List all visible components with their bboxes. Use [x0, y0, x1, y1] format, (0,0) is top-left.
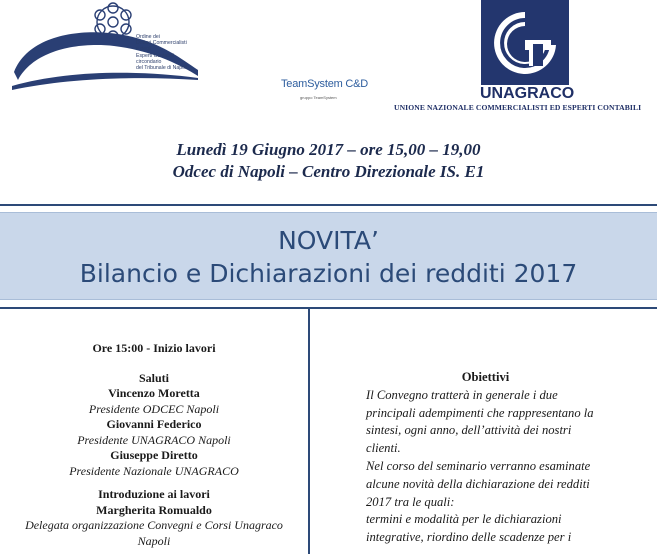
event-place: Odcec di Napoli – Centro Direzionale IS. E1 — [172, 162, 485, 181]
objectives-column — [366, 369, 641, 547]
objectives-line: 2017 tra le quali: — [366, 494, 455, 509]
odcec-line: circondario — [136, 58, 162, 65]
objectives-line: integrative, riordino delle scadenze per i — [366, 530, 572, 545]
teamsystem-sub: gruppo TeamSystem — [300, 95, 337, 100]
banner-subtitle: Bilancio e Dichiarazioni dei redditi 2017 — [79, 259, 578, 288]
objectives-line: clienti. — [366, 441, 401, 456]
event-date: Lunedì 19 Giugno 2017 – ore 15,00 – 19,00 — [176, 140, 481, 159]
odcec-line: del Tribunale di Napoli — [136, 65, 188, 72]
objectives-line: termini e modalità per le dichiarazioni — [366, 512, 562, 527]
speaker-role: Presidente ODCEC Napoli — [88, 401, 220, 416]
objectives-line: principali adempimenti che rappresentano la — [366, 405, 594, 420]
speaker-role: Presidente Nazionale UNAGRACO — [69, 463, 239, 478]
speaker-role: Delegata organizzazione Convegni e Corsi Unagraco — [25, 518, 283, 532]
odcec-logo — [8, 0, 198, 92]
unagraco-subtitle: UNIONE NAZIONALE COMMERCIALISTI ED ESPERTI CONTABILI — [394, 103, 642, 112]
start-time: Ore 15:00 - Inizio lavori — [92, 341, 216, 355]
speaker-name: Giovanni Federico — [106, 417, 202, 431]
objectives-line: alcune novità della dichiarazione dei redditi — [366, 476, 590, 491]
title-banner — [0, 212, 657, 300]
odcec-line: e degli — [136, 46, 152, 53]
greetings-heading: Saluti — [138, 370, 169, 385]
column-separator — [308, 309, 310, 554]
speaker-city: Napoli — [137, 533, 171, 548]
odcec-line: Esperti Contabili — [136, 52, 174, 59]
divider — [0, 307, 657, 309]
intro-heading: Introduzione ai lavori — [98, 487, 210, 501]
objectives-line: Nel corso del seminario verranno esaminate — [366, 458, 591, 473]
odcec-line: Ordine dei — [136, 34, 160, 40]
unagraco-name: UNAGRACO — [480, 85, 575, 102]
teamsystem-logo: TeamSystem C&D — [281, 78, 369, 90]
program-column — [0, 341, 308, 549]
objectives-title: Obiettivi — [461, 370, 510, 384]
unagraco-emblem-icon — [481, 0, 569, 85]
speaker-name: Margherita Romualdo — [96, 502, 212, 517]
objectives-text — [366, 387, 641, 547]
objectives-line: Il Convegno tratterà in generale i due — [366, 387, 558, 402]
speaker-name: Giuseppe Diretto — [110, 448, 198, 462]
divider — [0, 204, 657, 206]
odcec-logo-text — [136, 34, 216, 71]
objectives-line: sintesi, ogni anno, dell’attività dei nostri — [366, 423, 572, 438]
banner-title: NOVITA’ — [278, 226, 379, 255]
speaker-role: Presidente UNAGRACO Napoli — [77, 432, 231, 447]
odcec-line: Dottori Commercialisti — [136, 40, 187, 47]
speaker-name: Vincenzo Moretta — [108, 386, 200, 400]
